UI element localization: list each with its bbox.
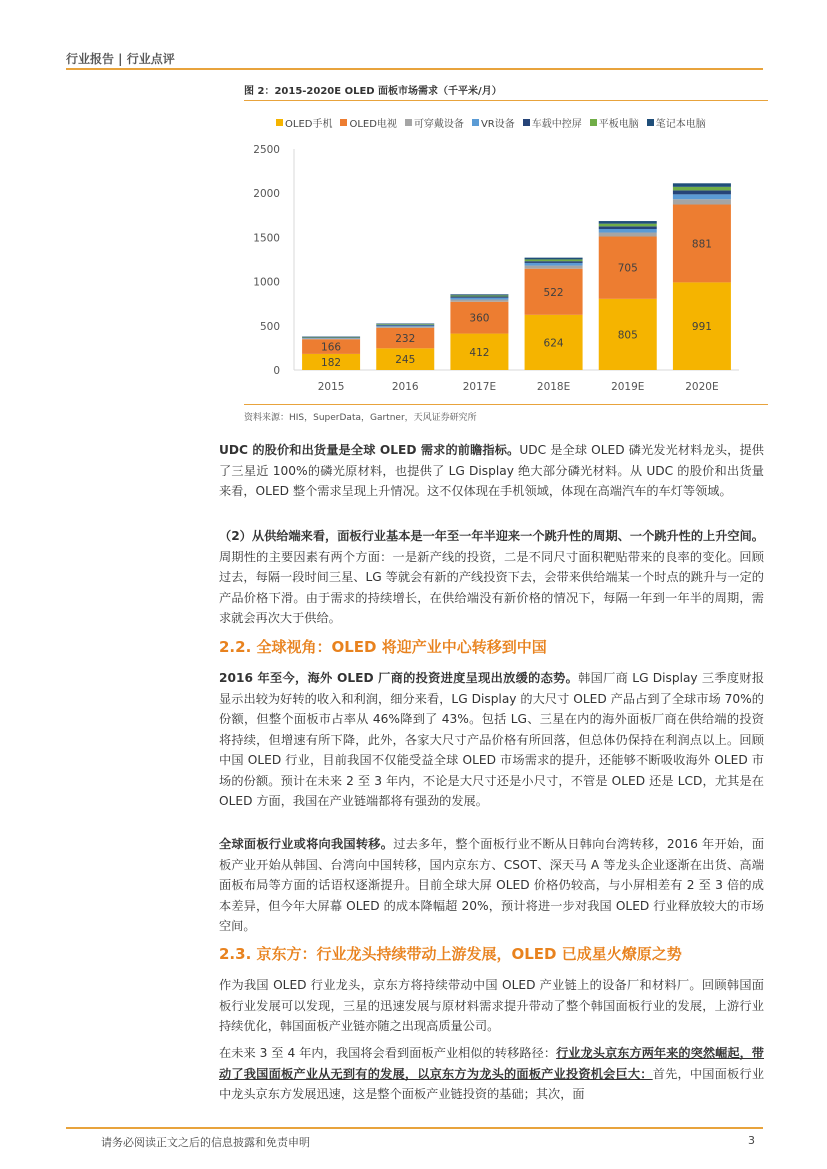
data-label: 360 bbox=[469, 312, 490, 325]
paragraph-overseas bbox=[219, 668, 764, 812]
y-tick-label: 0 bbox=[273, 365, 280, 377]
section-heading-2-2: 2.2. 全球视角：OLED 将迎产业中心转移到中国 bbox=[219, 638, 547, 656]
bar-segment bbox=[525, 266, 583, 269]
x-tick-label: 2018E bbox=[536, 381, 571, 393]
bar-segment bbox=[450, 296, 508, 297]
paragraph-transfer-body: 过去多年，整个面板行业不断从日韩向台湾转移，2016 年开始，面板产业开始从韩国、台湾向中国转移，国内京东方、CSOT、深天马 A 等龙头企业逐渐在出货、高端面板布局等方面的话语权逐渐提升。目前全球大屏 OLED 价格仍较高，与小屏相差有 2 至 3 倍的成本差异，但今年大屏幕 OLED 的成本降幅超 20%，预计将进一步对我国 OLED 行业释放较大的市场空间。 bbox=[219, 837, 765, 933]
legend-swatch bbox=[405, 119, 412, 126]
figure-source: 资料来源：HIS，SuperData，Gartner，天风证券研究所 bbox=[244, 413, 477, 423]
figure-title: 图 2：2015-2020E OLED 面板市场需求（千平米/月） bbox=[244, 86, 502, 97]
footer-disclaimer: 请务必阅读正文之后的信息披露和免责申明 bbox=[101, 1136, 310, 1149]
paragraph-path-intro: 在未来 3 至 4 年内，我国将会看到面板产业相似的转移路径： bbox=[219, 1046, 557, 1060]
legend-swatch bbox=[340, 119, 347, 126]
y-tick-label: 2500 bbox=[253, 144, 280, 156]
header-divider bbox=[66, 68, 763, 70]
x-tick-label: 2016 bbox=[391, 381, 419, 393]
bar-segment bbox=[673, 194, 731, 199]
x-tick-label: 2019E bbox=[611, 381, 645, 393]
paragraph-transfer bbox=[219, 834, 764, 937]
legend-item bbox=[523, 115, 582, 130]
paragraph-boe: 作为我国 OLED 行业龙头，京东方将持续带动中国 OLED 产业链上的设备厂和材料厂。回顾韩国面板行业发展可以发现，三星的迅速发展与原材料需求提升带动了整个韩国面板行业的发展，上游行业持续优化，韩国面板产业链亦随之出现高质量公司。 bbox=[219, 978, 764, 1033]
bar-segment bbox=[376, 327, 434, 328]
bar-segment bbox=[673, 190, 731, 194]
paragraph-supply bbox=[219, 526, 764, 629]
x-tick-label: 2015 bbox=[317, 381, 345, 393]
legend-swatch bbox=[276, 119, 283, 126]
legend-swatch bbox=[647, 119, 654, 126]
legend-label: 平板电脑 bbox=[598, 119, 639, 130]
legend-label: OLED手机 bbox=[285, 119, 333, 130]
data-label: 881 bbox=[691, 238, 712, 251]
paragraph-overseas-body: 韩国厂商 LG Display 三季度财报显示出较为好转的收入和利润，细分来看，LG Display 的大尺寸 OLED 产品占到了全球市场 70%的份额，但整个面板市占率从 46%降到了 43%。包括 LG、三星在内的海外面板厂商在供给端的投资将持续，但增速有所下降，此外，各家大尺寸产品价格有所回落，但总体仍保持在利润点以上。回顾中国 OLED 行业，目前我国不仅能受益全球 OLED 市场需求的提升，还能够不断吸收海外 OLED 市场的份额。预计在未来 2 至 3 年内，不论是大尺寸还是小尺寸，不管是 OLED 还是 LCD，尤其是在 OLED 方面，我国在产业链端都将有强劲的发展。 bbox=[219, 671, 765, 808]
legend-label: 车载中控屏 bbox=[531, 119, 582, 130]
bar-segment bbox=[450, 298, 508, 300]
paragraph-supply-body: 周期性的主要因素有两个方面：一是新产线的投资，二是不同尺寸面积靶贴带来的良率的变化。回顾过去，每隔一段时间三星、LG 等就会有新的产线投资下去，会带来供给端某一个时点的跳升与一定的产品价格下滑。由于需求的持续增长，在供给端没有新价格的情况下，每隔一年到一年半的周期，需求就会再次大于供给。 bbox=[219, 549, 764, 625]
section-heading-2-3: 2.3. 京东方：行业龙头持续带动上游发展，OLED 已成星火燎原之势 bbox=[219, 945, 682, 963]
bar-segment bbox=[450, 294, 508, 295]
x-tick-label: 2020E bbox=[685, 381, 719, 393]
bar-segment bbox=[302, 338, 360, 339]
bar-segment bbox=[450, 295, 508, 296]
report-header: 行业报告 | 行业点评 bbox=[66, 52, 175, 66]
paragraph-path-body: 首先，中国面板行业中龙头京东方发展迅速，这是整个面板产业链投资的基础；其次，面 bbox=[219, 1066, 765, 1101]
bar-segment bbox=[376, 324, 434, 325]
bar-segment bbox=[599, 229, 657, 233]
data-label: 166 bbox=[321, 341, 342, 354]
bar-segment bbox=[525, 259, 583, 261]
bar-segment bbox=[525, 263, 583, 266]
bar-segment bbox=[525, 261, 583, 263]
data-label: 522 bbox=[543, 286, 564, 299]
data-label: 232 bbox=[395, 333, 416, 346]
legend-item bbox=[472, 115, 515, 130]
paragraph-path bbox=[219, 1043, 764, 1105]
paragraph-overseas-lead: 2016 年至今，海外 OLED 厂商的投资进度呈现出放缓的态势。 bbox=[219, 671, 579, 685]
paragraph-udc-lead: UDC 的股价和出货量是全球 OLED 需求的前瞻指标。 bbox=[219, 443, 520, 457]
legend-item bbox=[647, 115, 706, 130]
paragraph-supply-lead: （2）从供给端来看，面板行业基本是一年至一年半迎来一个跳升性的周期、一个跳升性的上升空间。 bbox=[219, 529, 764, 543]
y-tick-label: 500 bbox=[259, 320, 280, 333]
y-tick-label: 1500 bbox=[253, 232, 280, 245]
stacked-bar-chart bbox=[244, 140, 764, 402]
page-number: 3 bbox=[748, 1134, 755, 1147]
legend-item bbox=[276, 115, 332, 130]
legend-item bbox=[340, 115, 396, 130]
paragraph-path-lead: 行业龙头京东方两年来的突然崛起，带动了我国面板产业从无到有的发展，以京东方为龙头的面板产业投资机会巨大： bbox=[219, 1046, 764, 1081]
legend-item bbox=[590, 115, 639, 130]
footer-divider bbox=[66, 1127, 763, 1129]
data-label: 182 bbox=[321, 356, 342, 369]
bar-segment bbox=[673, 187, 731, 191]
legend-item bbox=[405, 115, 464, 130]
legend-label: 笔记本电脑 bbox=[655, 119, 706, 130]
data-label: 624 bbox=[543, 337, 564, 350]
bar-segment bbox=[450, 300, 508, 302]
figure-bottom-rule bbox=[244, 404, 768, 405]
bar-segment bbox=[376, 326, 434, 327]
bar-segment bbox=[376, 325, 434, 326]
paragraph-udc-body: UDC 是全球 OLED 磷光发光材料龙头，提供了三星近 100%的磷光原材料，也提供了 LG Display 绝大部分磷光材料。从 UDC 的股价和出货量来看，OLED 整个需求呈现上升情况。这不仅体现在手机领域，体现在高端汽车的车灯等领域。 bbox=[219, 443, 764, 498]
data-label: 412 bbox=[469, 346, 490, 359]
bar-segment bbox=[599, 224, 657, 227]
legend-swatch bbox=[523, 119, 530, 126]
legend-label: VR设备 bbox=[480, 119, 515, 130]
data-label: 805 bbox=[617, 329, 638, 342]
bar-segment bbox=[673, 199, 731, 204]
legend-label: OLED电视 bbox=[349, 119, 397, 130]
data-label: 245 bbox=[395, 354, 416, 367]
bar-segment bbox=[376, 324, 434, 325]
bar-segment bbox=[599, 221, 657, 224]
legend-swatch bbox=[590, 119, 597, 126]
chart-legend bbox=[276, 115, 706, 130]
paragraph-udc bbox=[219, 440, 764, 502]
legend-label: 可穿戴设备 bbox=[413, 119, 464, 130]
bar-segment bbox=[673, 183, 731, 187]
y-tick-label: 1000 bbox=[253, 276, 280, 289]
paragraph-transfer-lead: 全球面板行业或将向我国转移。 bbox=[219, 837, 394, 851]
legend-swatch bbox=[472, 119, 479, 126]
figure-top-rule bbox=[244, 100, 768, 101]
y-tick-label: 2000 bbox=[253, 188, 280, 201]
data-label: 705 bbox=[617, 262, 638, 275]
bar-segment bbox=[599, 226, 657, 229]
bar-segment bbox=[599, 233, 657, 237]
x-tick-label: 2017E bbox=[462, 381, 497, 393]
data-label: 991 bbox=[691, 321, 712, 334]
bar-segment bbox=[525, 258, 583, 260]
